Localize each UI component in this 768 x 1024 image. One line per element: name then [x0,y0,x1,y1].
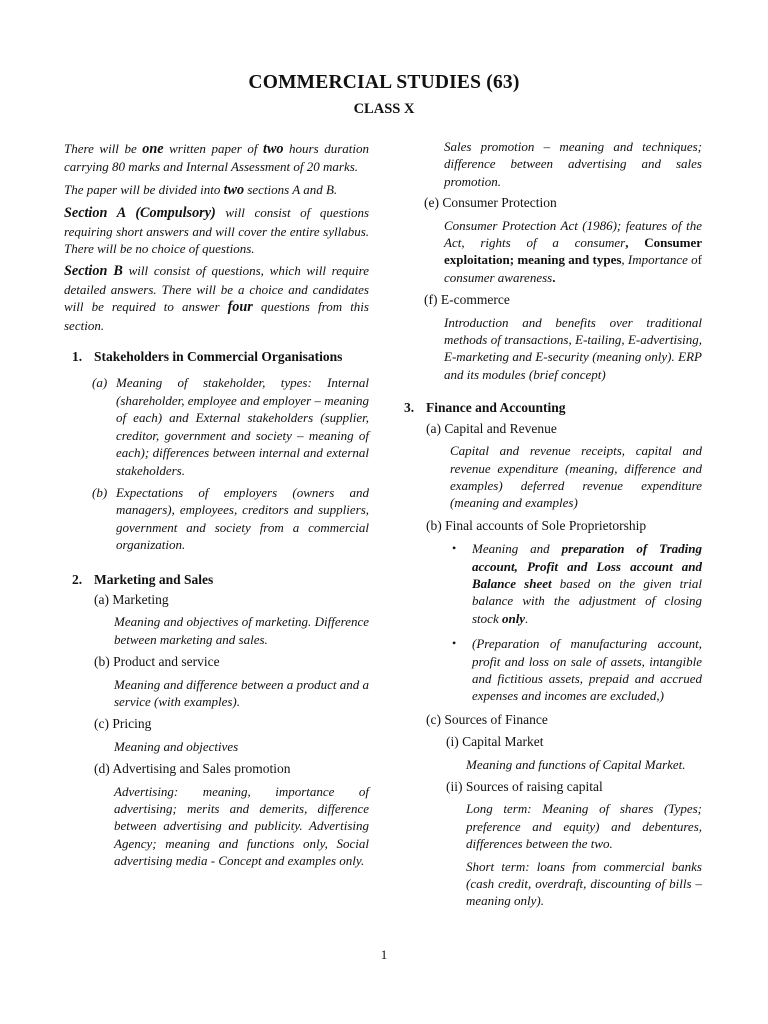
section-number: 1. [72,349,83,365]
text-run-emphasis: Section A (Compulsory) [64,205,216,222]
text-run-emphasis: four [227,299,253,316]
section-2-heading [64,571,369,588]
intro-paragraph-3 [64,204,369,257]
text-run: Meaning and [472,541,562,557]
section-title: Stakeholders in Commercial Organisations [94,349,343,365]
section-3-sub-c-ii-text-1: Long term: Meaning of shares (Types; preference and equity) and debentures, differences between the two. [466,801,702,852]
text-run-emphasis: two [263,141,284,157]
bullet-icon: • [452,636,457,651]
text-run: will consist of questions requiring short answers and will cover the entire syllabus. There will be no choice of questions. [64,205,369,257]
section-3-bullet-2 [444,635,702,705]
bullet-text: (Preparation of manufacturing account, profit and loss on sale of assets, intangible and fictitious assets, prepaid and accrued expenses and incomes are excluded,) [472,636,702,704]
section-2-sub-d-text: Advertising: meaning, importance of advertising; merits and demerits, difference between advertising and publicity. Advertising Agency; meaning and functions only, Social advertising media - Concept and examples only. [114,783,369,869]
section-3-sub-b-heading: (b) Final accounts of Sole Proprietorship [426,517,647,533]
section-3-bullet-1 [444,540,702,627]
section-2-sub-a-text: Meaning and objectives of marketing. Difference between marketing and sales. [114,614,369,647]
section-2-sub-e-text [444,217,702,287]
text-run-emphasis: preparation of Trading account, Profit and Loss account and Balance sheet [472,541,702,591]
page-subtitle: CLASS X [353,101,415,117]
page-number: 1 [380,947,388,962]
section-3-sub-c-ii-heading: (ii) Sources of raising capital [446,779,603,794]
text-run-emphasis: one [142,141,164,157]
section-number: 2. [72,571,83,587]
page-title: COMMERCIAL STUDIES (63) [248,72,520,93]
text-run: , Importance o [621,252,698,268]
section-2-sub-b-heading: (b) Product and service [94,654,220,670]
intro-paragraph-4 [64,262,369,334]
text-run-emphasis: Section B [64,263,123,280]
section-2-sub-b-text: Meaning and difference between a product and a service (with examples). [114,676,370,709]
section-1-heading [64,348,369,365]
text-run-emphasis: only [501,610,526,626]
right-column [402,138,702,910]
section-3-sub-a-text: Capital and revenue receipts, capital and revenue expenditure (meaning, difference and examples) deferred revenue expenditure (meaning and examples) [450,443,702,511]
left-column [64,140,369,870]
section-2-sub-f-text: Introduction and benefits over traditional methods of transactions, E-tailing, E-advertising, E-marketing and E-security (meaning only). ERP and its modules (brief concept) [444,314,702,382]
section-3-sub-c-heading: (c) Sources of Finance [426,711,548,727]
text-run: consumer awareness [444,269,553,285]
section-title: Finance and Accounting [426,400,566,416]
text-run: . [525,610,529,626]
section-3-sub-c-i-text: Meaning and functions of Capital Market. [466,756,686,772]
text-run: written paper of [163,141,264,156]
text-run: Consumer Protection Act (1986); features of the Act, rights of a consumer [444,217,702,251]
text-run: based on the given trial balance with the adjustment of closing stock [472,575,702,626]
item-label: (a) [92,375,108,391]
text-run: f [697,252,702,268]
section-1-item-b [92,484,369,554]
section-number: 3. [404,400,415,416]
section-2-sub-e-heading: (e) Consumer Protection [424,195,557,211]
text-run: There will be [64,141,143,156]
item-label: (b) [92,484,108,500]
text-run: will consist of questions, which will require detailed answers. There will be a choice and candidates will be required to answer [64,263,369,315]
section-2-sub-c-text: Meaning and objectives [114,738,239,754]
section-2-sub-c-heading: (c) Pricing [94,716,152,732]
section-2-sub-f-heading: (f) E-commerce [424,292,510,308]
section-2-sub-a-heading: (a) Marketing [94,591,169,607]
text-run: . [552,269,556,285]
text-run: sections A and B. [244,181,338,197]
intro-paragraph-2 [64,181,369,199]
text-run: hours duration carrying 80 marks and Internal Assessment of 20 marks. [64,141,370,175]
item-text: Meaning of stakeholder, types: Internal (shareholder, employee and employer – meaning of each) and External stakeholders (supplier, creditor, government and society – meaning of each); differences between internal and external stakeholders. [116,375,369,478]
section-1-item-a [92,374,369,478]
section-title: Marketing and Sales [94,571,214,587]
bullet-text [472,540,702,627]
section-3-sub-c-ii-text-2: Short term: loans from commercial banks (cash credit, overdraft, discounting of bills – meaning only). [466,858,702,909]
intro-paragraph-1 [64,140,369,176]
item-text: Expectations of employers (owners and managers), employees, creditors and suppliers, government and society from a commercial organization. [116,484,369,553]
text-run-emphasis: two [223,181,245,198]
section-2-sub-d-heading: (d) Advertising and Sales promotion [94,761,291,777]
bullet-icon: • [452,541,457,556]
section-3-sub-a-heading: (a) Capital and Revenue [426,420,557,436]
text-run: questions from this section. [64,299,369,333]
section-2-sub-d-text-continued: Sales promotion – meaning and techniques; difference between advertising and sales promotion. [444,139,702,189]
section-3-sub-c-i-heading: (i) Capital Market [446,734,544,750]
text-run: The paper will be divided into [64,181,224,197]
text-run: , Consumer exploitation; meaning and types [444,235,702,268]
section-3-heading [402,399,702,416]
